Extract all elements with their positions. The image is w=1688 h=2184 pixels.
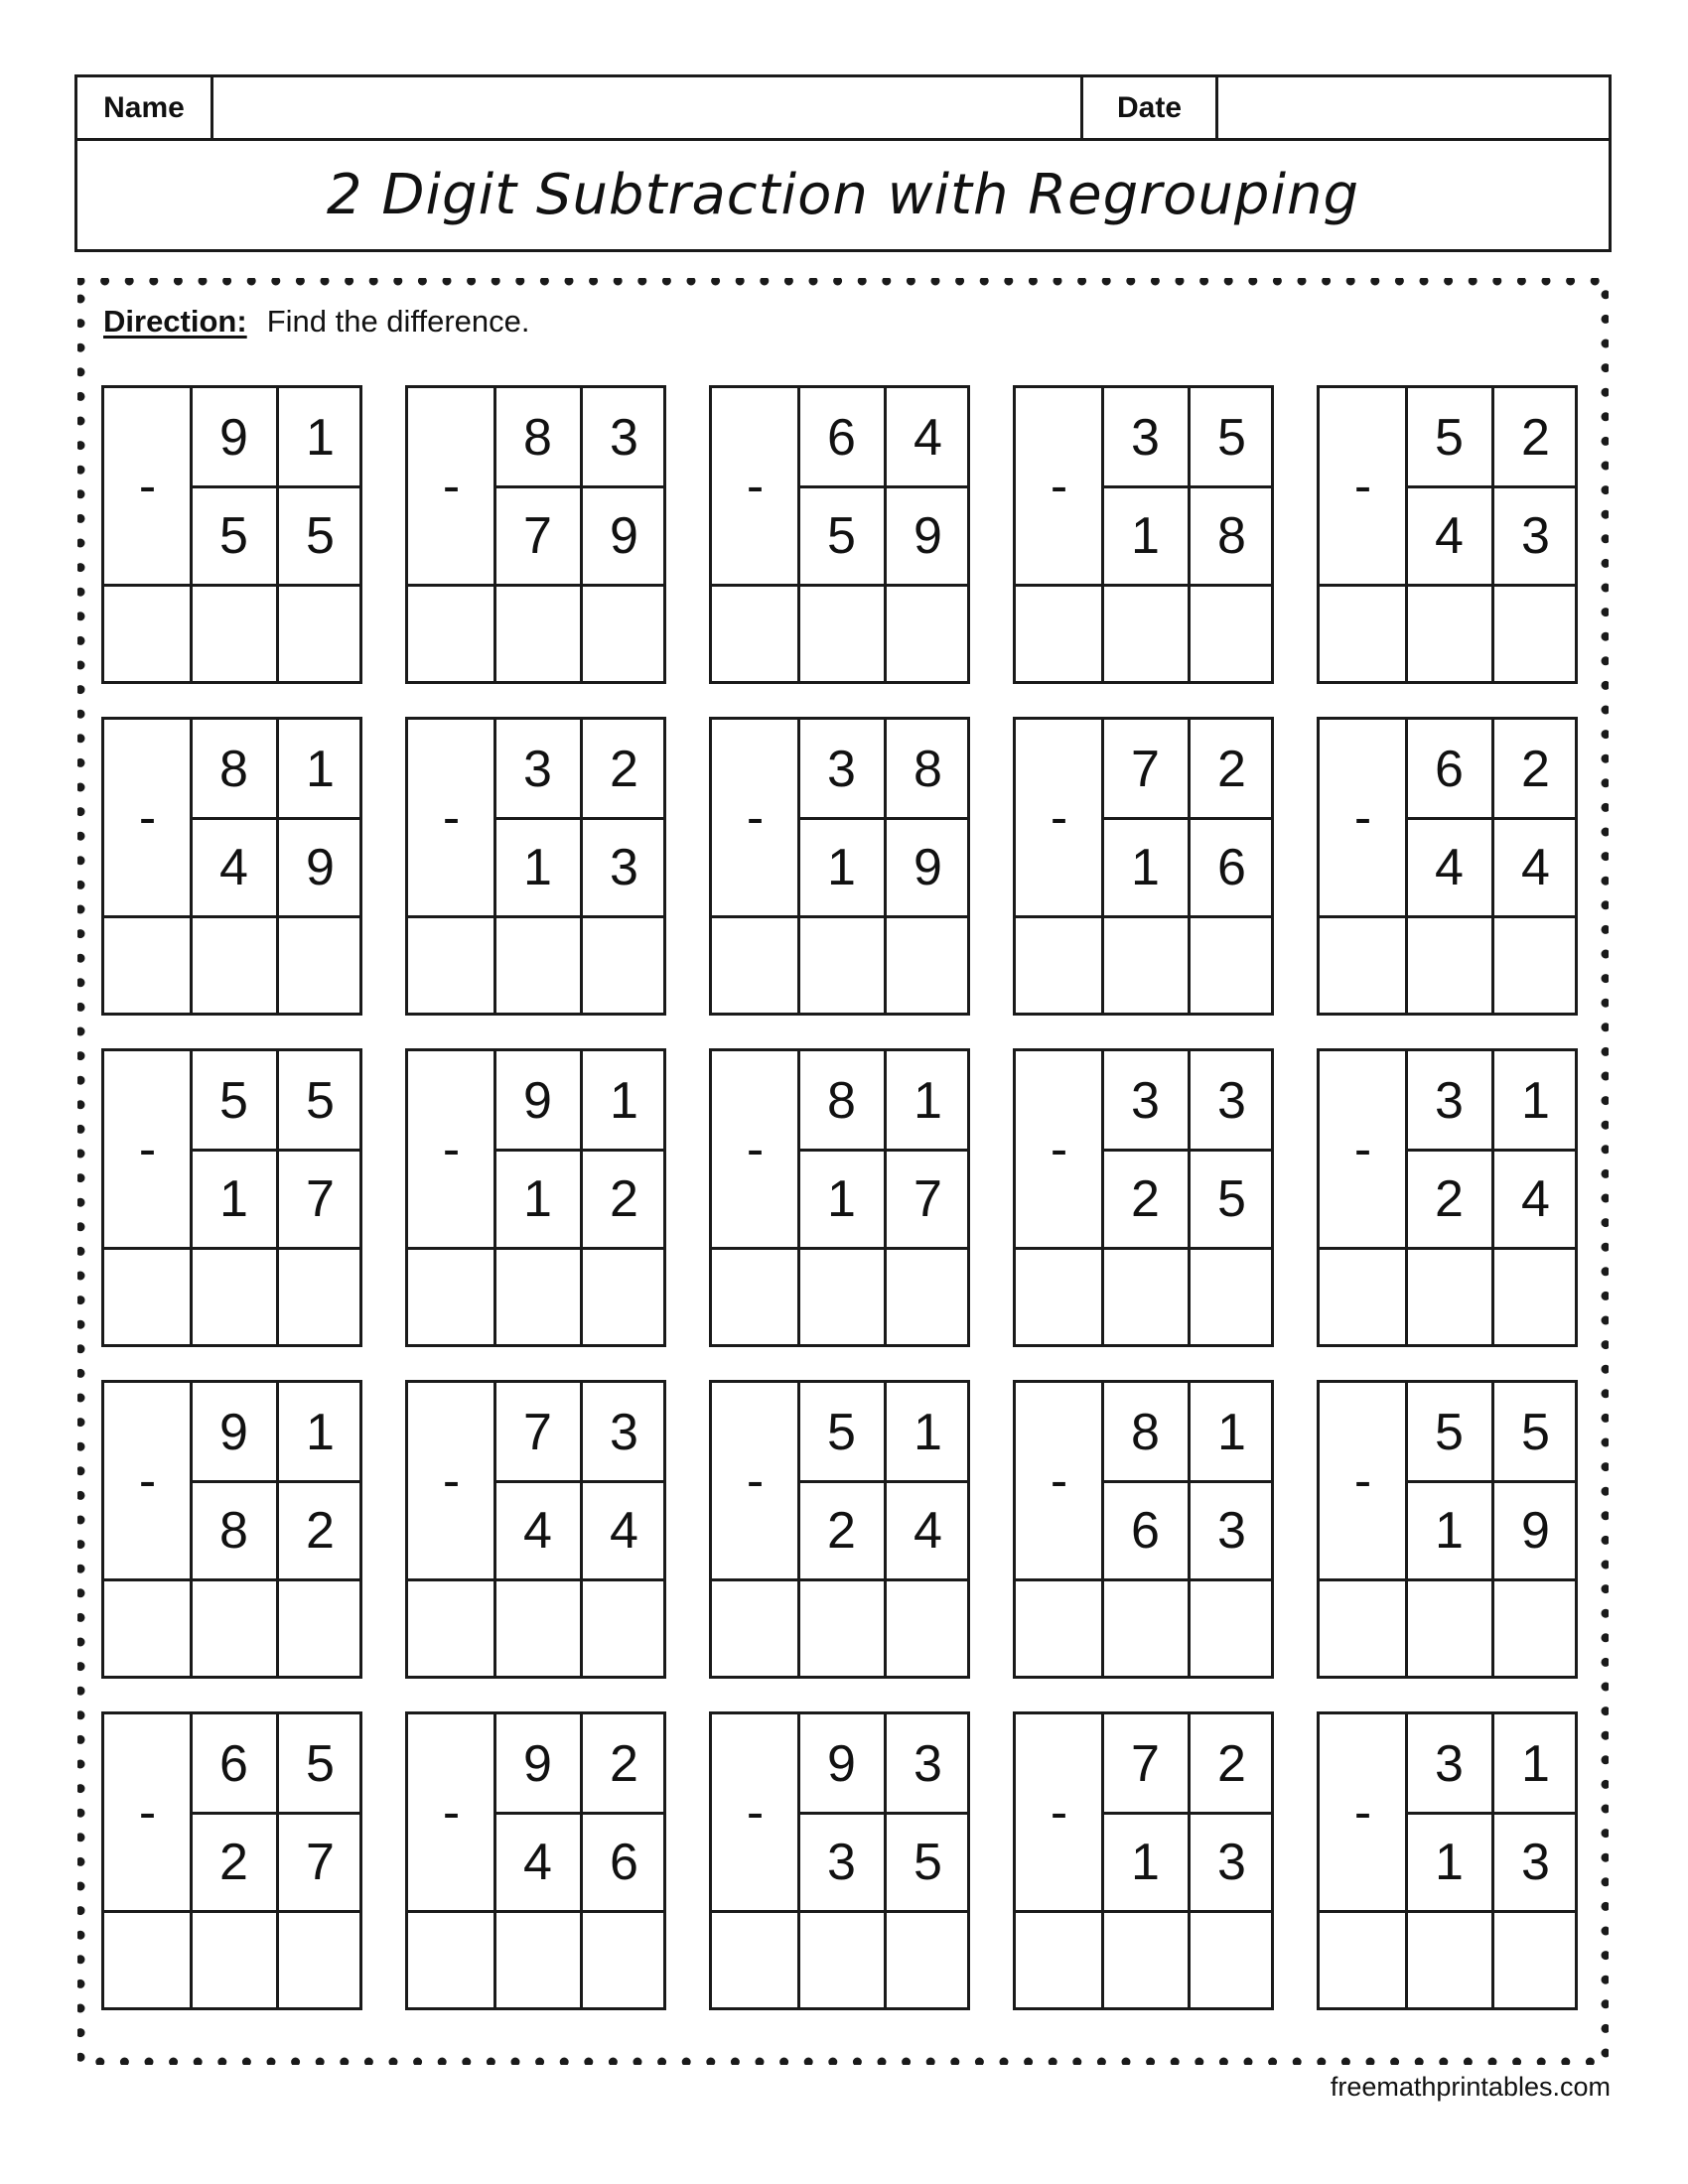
- minuend-tens-digit: 5: [1435, 1403, 1464, 1461]
- minuend-tens-digit: 8: [1131, 1403, 1160, 1461]
- answer-cell[interactable]: [277, 916, 363, 1013]
- minuend-ones-digit: 2: [1521, 740, 1550, 798]
- answer-cell[interactable]: [581, 1248, 667, 1344]
- subtrahend-ones-digit: 9: [306, 838, 335, 896]
- answer-cell[interactable]: [581, 916, 667, 1013]
- minuend-tens-digit: 9: [523, 1734, 552, 1793]
- minus-sign: -: [442, 1121, 461, 1178]
- answer-cell[interactable]: [1320, 1579, 1406, 1676]
- answer-cell[interactable]: [1016, 916, 1102, 1013]
- answer-cell[interactable]: [885, 1579, 971, 1676]
- subtrahend-ones-digit: 9: [914, 838, 942, 896]
- footer-credit: freemathprintables.com: [1330, 2072, 1611, 2102]
- minuend-ones-digit: 1: [306, 408, 335, 467]
- minuend-ones-digit: 1: [914, 1403, 942, 1461]
- answer-cell[interactable]: [104, 916, 191, 1013]
- minuend-tens-digit: 8: [523, 408, 552, 467]
- subtrahend-ones-digit: 8: [1217, 506, 1246, 565]
- answer-cell[interactable]: [408, 916, 494, 1013]
- minus-sign: -: [138, 1784, 157, 1842]
- problem-box: [1317, 717, 1578, 1016]
- problem-box: [709, 717, 970, 1016]
- minuend-tens-digit: 8: [827, 1071, 856, 1130]
- subtrahend-tens-digit: 6: [1131, 1501, 1160, 1560]
- answer-cell[interactable]: [1492, 1248, 1579, 1344]
- problem-box: [101, 717, 362, 1016]
- answer-cell[interactable]: [494, 585, 581, 681]
- problem-box: [1317, 1711, 1578, 2010]
- answer-cell[interactable]: [1320, 585, 1406, 681]
- minus-sign: -: [1353, 458, 1372, 515]
- subtrahend-ones-digit: 9: [914, 506, 942, 565]
- minus-sign: -: [1353, 1121, 1372, 1178]
- minuend-ones-digit: 1: [1521, 1734, 1550, 1793]
- answer-cell[interactable]: [1320, 1911, 1406, 2007]
- problem-box: [405, 385, 666, 684]
- answer-cell[interactable]: [104, 1579, 191, 1676]
- subtrahend-ones-digit: 5: [306, 506, 335, 565]
- minuend-ones-digit: 1: [610, 1071, 638, 1130]
- subtrahend-tens-digit: 4: [1435, 506, 1464, 565]
- minus-sign: -: [1050, 458, 1068, 515]
- answer-cell[interactable]: [1189, 916, 1275, 1013]
- minuend-tens-digit: 7: [1131, 1734, 1160, 1793]
- minus-sign: -: [1353, 1452, 1372, 1510]
- subtrahend-ones-digit: 7: [306, 1169, 335, 1228]
- minuend-ones-digit: 1: [1521, 1071, 1550, 1130]
- subtrahend-tens-digit: 4: [523, 1833, 552, 1891]
- minus-sign: -: [746, 1121, 765, 1178]
- minuend-tens-digit: 3: [827, 740, 856, 798]
- header-box: [74, 74, 1612, 252]
- problem-box: [101, 1711, 362, 2010]
- header-row: [77, 77, 1609, 141]
- subtrahend-ones-digit: 6: [610, 1833, 638, 1891]
- direction-label: Direction:: [103, 304, 247, 339]
- answer-cell[interactable]: [191, 916, 277, 1013]
- answer-cell[interactable]: [1102, 585, 1189, 681]
- answer-cell[interactable]: [1492, 1911, 1579, 2007]
- minuend-ones-digit: 4: [914, 408, 942, 467]
- answer-cell[interactable]: [581, 585, 667, 681]
- subtrahend-tens-digit: 8: [219, 1501, 248, 1560]
- answer-cell[interactable]: [191, 1911, 277, 2007]
- answer-cell[interactable]: [1492, 585, 1579, 681]
- problem-box: [1317, 385, 1578, 684]
- subtrahend-ones-digit: 3: [610, 838, 638, 896]
- answer-cell[interactable]: [712, 1911, 798, 2007]
- problem-box: [101, 1380, 362, 1679]
- minuend-ones-digit: 3: [1217, 1071, 1246, 1130]
- problem-box: [709, 1711, 970, 2010]
- minuend-tens-digit: 6: [219, 1734, 248, 1793]
- answer-cell[interactable]: [494, 916, 581, 1013]
- minus-sign: -: [1050, 1121, 1068, 1178]
- answer-cell[interactable]: [885, 585, 971, 681]
- answer-cell[interactable]: [408, 1579, 494, 1676]
- answer-cell[interactable]: [1016, 1248, 1102, 1344]
- subtrahend-ones-digit: 4: [610, 1501, 638, 1560]
- minus-sign: -: [138, 789, 157, 847]
- answer-cell[interactable]: [494, 1911, 581, 2007]
- date-field[interactable]: [1218, 77, 1609, 138]
- problem-box: [405, 717, 666, 1016]
- subtrahend-ones-digit: 4: [914, 1501, 942, 1560]
- subtrahend-tens-digit: 4: [1435, 838, 1464, 896]
- problem-box: [709, 385, 970, 684]
- minus-sign: -: [746, 1784, 765, 1842]
- minuend-ones-digit: 2: [610, 740, 638, 798]
- answer-cell[interactable]: [191, 1579, 277, 1676]
- answer-cell[interactable]: [1102, 1911, 1189, 2007]
- problem-box: [1013, 385, 1274, 684]
- minuend-tens-digit: 6: [827, 408, 856, 467]
- answer-cell[interactable]: [408, 585, 494, 681]
- subtrahend-tens-digit: 1: [523, 838, 552, 896]
- subtrahend-tens-digit: 7: [523, 506, 552, 565]
- subtrahend-ones-digit: 3: [1521, 1833, 1550, 1891]
- answer-cell[interactable]: [885, 916, 971, 1013]
- answer-cell[interactable]: [1406, 1579, 1492, 1676]
- minuend-ones-digit: 2: [1217, 1734, 1246, 1793]
- problem-box: [101, 385, 362, 684]
- subtrahend-tens-digit: 1: [827, 838, 856, 896]
- subtrahend-tens-digit: 1: [1131, 1833, 1160, 1891]
- answer-cell[interactable]: [798, 916, 885, 1013]
- minuend-tens-digit: 3: [523, 740, 552, 798]
- problem-box: [1013, 1380, 1274, 1679]
- answer-cell[interactable]: [104, 585, 191, 681]
- subtrahend-ones-digit: 9: [1521, 1501, 1550, 1560]
- subtrahend-tens-digit: 1: [1131, 838, 1160, 896]
- answer-cell[interactable]: [1016, 1579, 1102, 1676]
- answer-cell[interactable]: [1492, 1579, 1579, 1676]
- subtrahend-tens-digit: 2: [827, 1501, 856, 1560]
- subtrahend-ones-digit: 6: [1217, 838, 1246, 896]
- answer-cell[interactable]: [1016, 1911, 1102, 2007]
- answer-cell[interactable]: [712, 585, 798, 681]
- minus-sign: -: [442, 1452, 461, 1510]
- minuend-tens-digit: 3: [1435, 1734, 1464, 1793]
- minus-sign: -: [138, 1121, 157, 1178]
- answer-cell[interactable]: [1406, 1248, 1492, 1344]
- minus-sign: -: [1050, 1784, 1068, 1842]
- answer-cell[interactable]: [191, 1248, 277, 1344]
- page-title: 2 Digit Subtraction with Regrouping: [326, 163, 1360, 227]
- minus-sign: -: [442, 1784, 461, 1842]
- answer-cell[interactable]: [277, 1579, 363, 1676]
- answer-cell[interactable]: [1406, 916, 1492, 1013]
- answer-cell[interactable]: [104, 1248, 191, 1344]
- answer-cell[interactable]: [798, 1579, 885, 1676]
- minuend-tens-digit: 5: [1435, 408, 1464, 467]
- subtrahend-tens-digit: 1: [827, 1169, 856, 1228]
- answer-cell[interactable]: [104, 1911, 191, 2007]
- answer-cell[interactable]: [408, 1911, 494, 2007]
- minuend-tens-digit: 5: [219, 1071, 248, 1130]
- minus-sign: -: [1353, 789, 1372, 847]
- minuend-ones-digit: 1: [306, 740, 335, 798]
- subtrahend-tens-digit: 1: [1435, 1501, 1464, 1560]
- minus-sign: -: [1353, 1784, 1372, 1842]
- subtrahend-tens-digit: 5: [827, 506, 856, 565]
- subtrahend-tens-digit: 4: [523, 1501, 552, 1560]
- minuend-tens-digit: 6: [1435, 740, 1464, 798]
- subtrahend-ones-digit: 4: [1521, 838, 1550, 896]
- direction: [103, 304, 530, 340]
- minuend-tens-digit: 9: [523, 1071, 552, 1130]
- subtrahend-ones-digit: 2: [306, 1501, 335, 1560]
- answer-cell[interactable]: [1320, 1248, 1406, 1344]
- name-label: Name: [77, 77, 213, 138]
- minuend-tens-digit: 5: [827, 1403, 856, 1461]
- minuend-ones-digit: 3: [914, 1734, 942, 1793]
- answer-cell[interactable]: [885, 1248, 971, 1344]
- problem-box: [101, 1048, 362, 1347]
- minuend-ones-digit: 5: [1521, 1403, 1550, 1461]
- problem-box: [709, 1048, 970, 1347]
- answer-cell[interactable]: [1320, 916, 1406, 1013]
- subtrahend-tens-digit: 2: [219, 1833, 248, 1891]
- answer-cell[interactable]: [1492, 916, 1579, 1013]
- minuend-tens-digit: 9: [219, 1403, 248, 1461]
- subtrahend-ones-digit: 3: [1217, 1833, 1246, 1891]
- answer-cell[interactable]: [712, 1248, 798, 1344]
- minuend-ones-digit: 2: [610, 1734, 638, 1793]
- minuend-ones-digit: 2: [1521, 408, 1550, 467]
- minuend-tens-digit: 3: [1435, 1071, 1464, 1130]
- minuend-ones-digit: 5: [306, 1734, 335, 1793]
- minus-sign: -: [442, 789, 461, 847]
- answer-cell[interactable]: [798, 1248, 885, 1344]
- subtrahend-ones-digit: 2: [610, 1169, 638, 1228]
- subtrahend-ones-digit: 5: [914, 1833, 942, 1891]
- subtrahend-tens-digit: 4: [219, 838, 248, 896]
- minuend-ones-digit: 1: [1217, 1403, 1246, 1461]
- subtrahend-ones-digit: 7: [306, 1833, 335, 1891]
- subtrahend-ones-digit: 3: [1217, 1501, 1246, 1560]
- answer-cell[interactable]: [1189, 1911, 1275, 2007]
- problem-box: [1013, 1048, 1274, 1347]
- answer-cell[interactable]: [1189, 1248, 1275, 1344]
- problem-box: [1317, 1380, 1578, 1679]
- subtrahend-ones-digit: 4: [1521, 1169, 1550, 1228]
- answer-cell[interactable]: [277, 1248, 363, 1344]
- minuend-tens-digit: 8: [219, 740, 248, 798]
- answer-cell[interactable]: [712, 1579, 798, 1676]
- minus-sign: -: [442, 458, 461, 515]
- minuend-ones-digit: 3: [610, 1403, 638, 1461]
- answer-cell[interactable]: [1102, 1579, 1189, 1676]
- direction-text: Find the difference.: [266, 304, 530, 339]
- subtrahend-ones-digit: 3: [1521, 506, 1550, 565]
- answer-cell[interactable]: [1102, 1248, 1189, 1344]
- subtrahend-tens-digit: 1: [1131, 506, 1160, 565]
- minuend-ones-digit: 1: [914, 1071, 942, 1130]
- minuend-ones-digit: 8: [914, 740, 942, 798]
- minuend-ones-digit: 3: [610, 408, 638, 467]
- subtrahend-ones-digit: 7: [914, 1169, 942, 1228]
- problem-box: [1013, 1711, 1274, 2010]
- answer-cell[interactable]: [885, 1911, 971, 2007]
- answer-cell[interactable]: [494, 1579, 581, 1676]
- answer-cell[interactable]: [1189, 1579, 1275, 1676]
- problem-box: [405, 1380, 666, 1679]
- minus-sign: -: [138, 458, 157, 515]
- problem-box: [1317, 1048, 1578, 1347]
- minus-sign: -: [1050, 1452, 1068, 1510]
- answer-cell[interactable]: [408, 1248, 494, 1344]
- minuend-ones-digit: 5: [1217, 408, 1246, 467]
- minuend-ones-digit: 1: [306, 1403, 335, 1461]
- answer-cell[interactable]: [277, 585, 363, 681]
- answer-cell[interactable]: [581, 1579, 667, 1676]
- subtrahend-ones-digit: 5: [1217, 1169, 1246, 1228]
- subtrahend-tens-digit: 2: [1435, 1169, 1464, 1228]
- minus-sign: -: [138, 1452, 157, 1510]
- answer-cell[interactable]: [1406, 1911, 1492, 2007]
- problem-box: [709, 1380, 970, 1679]
- minus-sign: -: [746, 789, 765, 847]
- subtrahend-tens-digit: 1: [1435, 1833, 1464, 1891]
- problem-box: [405, 1711, 666, 2010]
- minus-sign: -: [746, 1452, 765, 1510]
- subtrahend-tens-digit: 2: [1131, 1169, 1160, 1228]
- problem-box: [1013, 717, 1274, 1016]
- name-field[interactable]: [213, 77, 1083, 138]
- minuend-tens-digit: 7: [523, 1403, 552, 1461]
- subtrahend-tens-digit: 3: [827, 1833, 856, 1891]
- minuend-tens-digit: 3: [1131, 1071, 1160, 1130]
- subtrahend-ones-digit: 9: [610, 506, 638, 565]
- subtrahend-tens-digit: 1: [219, 1169, 248, 1228]
- minuend-ones-digit: 2: [1217, 740, 1246, 798]
- minuend-tens-digit: 7: [1131, 740, 1160, 798]
- minus-sign: -: [1050, 789, 1068, 847]
- answer-cell[interactable]: [277, 1911, 363, 2007]
- answer-cell[interactable]: [1189, 585, 1275, 681]
- answer-cell[interactable]: [494, 1248, 581, 1344]
- answer-cell[interactable]: [1016, 585, 1102, 681]
- problem-box: [405, 1048, 666, 1347]
- answer-cell[interactable]: [798, 585, 885, 681]
- minuend-tens-digit: 9: [827, 1734, 856, 1793]
- answer-cell[interactable]: [1102, 916, 1189, 1013]
- minuend-tens-digit: 9: [219, 408, 248, 467]
- answer-cell[interactable]: [798, 1911, 885, 2007]
- date-label: Date: [1083, 77, 1218, 138]
- subtrahend-tens-digit: 5: [219, 506, 248, 565]
- subtrahend-tens-digit: 1: [523, 1169, 552, 1228]
- answer-cell[interactable]: [1406, 585, 1492, 681]
- answer-cell[interactable]: [191, 585, 277, 681]
- answer-cell[interactable]: [581, 1911, 667, 2007]
- minus-sign: -: [746, 458, 765, 515]
- answer-cell[interactable]: [712, 916, 798, 1013]
- minuend-ones-digit: 5: [306, 1071, 335, 1130]
- minuend-tens-digit: 3: [1131, 408, 1160, 467]
